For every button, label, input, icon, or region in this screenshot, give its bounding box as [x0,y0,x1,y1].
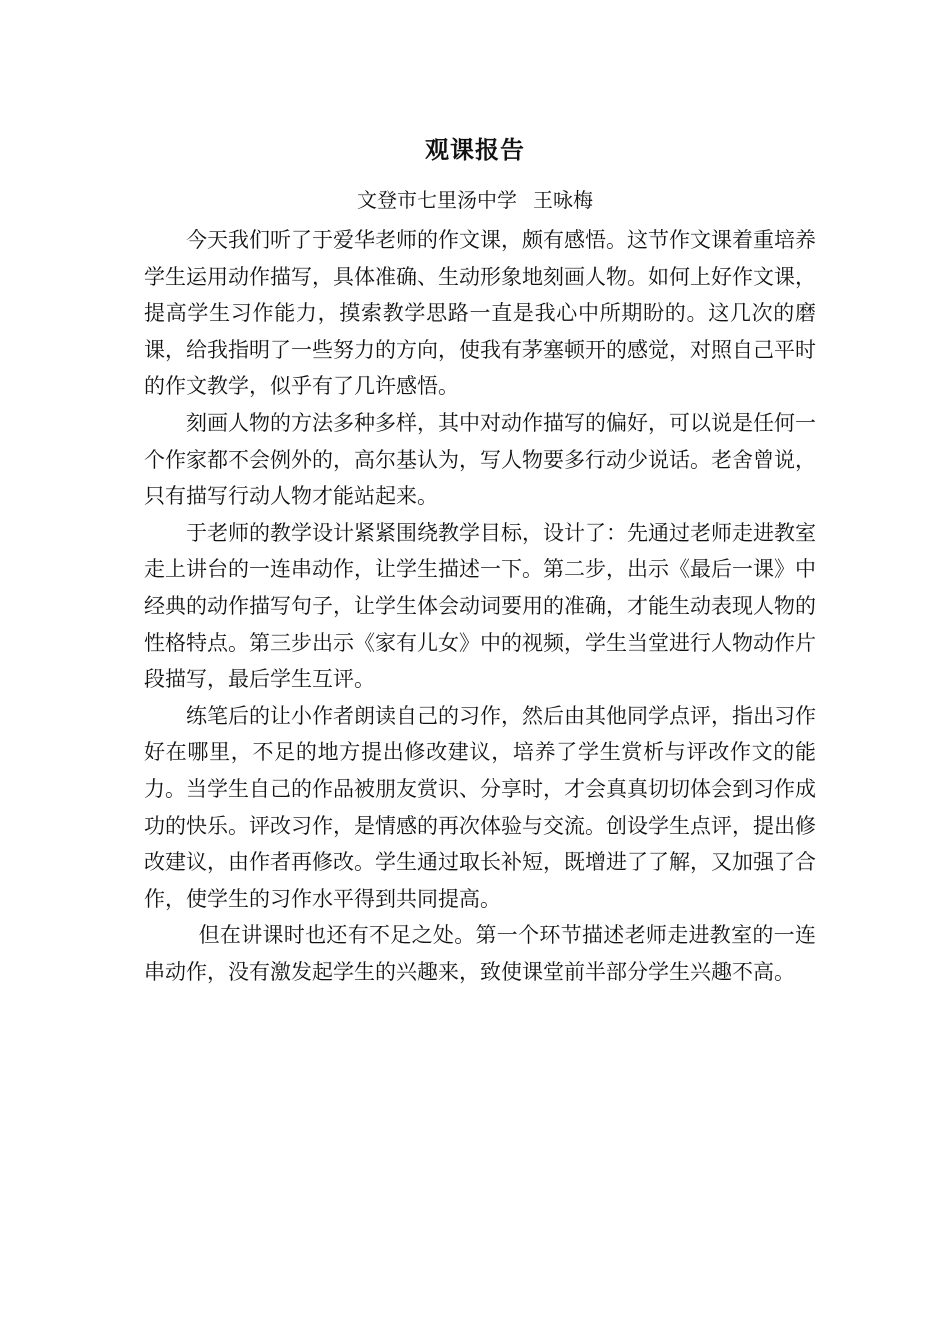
paragraph: 刻画人物的方法多种多样，其中对动作描写的偏好，可以说是任何一个作家都不会例外的，高尔基认为，写人物要多行动少说话。老舍曾说，只有描写行动人物才能站起来。 [144,410,816,509]
paragraph: 但在讲课时也还有不足之处。第一个环节描述老师走进教室的一连串动作，没有激发起学生的兴趣来，致使课堂前半部分学生兴趣不高。 [144,923,816,984]
paragraph: 今天我们听了于爱华老师的作文课，颇有感悟。这节作文课着重培养学生运用动作描写，具体准确、生动形象地刻画人物。如何上好作文课，提高学生习作能力，摸索教学思路一直是我心中所期盼的。这几次的磨课，给我指明了一些努力的方向，使我有茅塞顿开的感觉，对照自己平时的作文教学，似乎有了几许感悟。 [144,228,816,399]
document-body [144,222,816,990]
document-title: 观课报告 [425,135,525,164]
author-line [0,184,950,216]
author-school: 文登市七里汤中学 [357,188,517,212]
paragraph: 于老师的教学设计紧紧围绕教学目标，设计了：先通过老师走进教室走上讲台的一连串动作，让学生描述一下。第二步，出示《最后一课》中经典的动作描写句子，让学生体会动词要用的准确，才能生动表现人物的性格特点。第三步出示《家有儿女》中的视频，学生当堂进行人物动作片段描写，最后学生互评。 [144,520,816,692]
paragraph: 练笔后的让小作者朗读自己的习作，然后由其他同学点评，指出习作好在哪里，不足的地方提出修改建议，培养了学生赏析与评改作文的能力。当学生自己的作品被朋友赏识、分享时，才会真真切切体会到习作成功的快乐。评改习作，是情感的再次体验与交流。创设学生点评，提出修改建议，由作者再修改。学生通过取长补短，既增进了了解，又加强了合作，使学生的习作水平得到共同提高。 [144,703,816,911]
author-name: 王咏梅 [533,188,593,212]
